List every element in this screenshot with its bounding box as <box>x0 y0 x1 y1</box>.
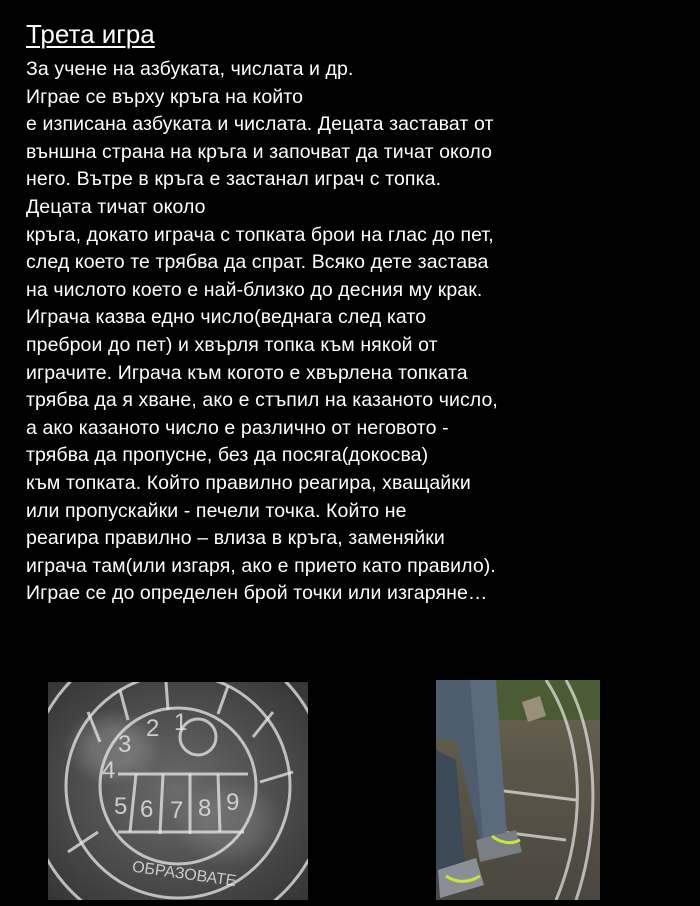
chalk-digit: 6 <box>140 796 154 823</box>
chalk-digit: 4 <box>102 757 116 784</box>
text-line: външна страна на кръга и започват да тичат около <box>26 140 493 163</box>
text-line: а ако казаното число е различно от неговото - <box>26 416 449 439</box>
chalk-digit: 1 <box>174 709 188 736</box>
children-legs-illustration <box>436 680 600 900</box>
text-line: или пропускайки - печели точка. Който не <box>26 499 407 522</box>
text-line: преброи до пет) и хвърля топка към някой от <box>26 333 438 356</box>
chalk-digit: 5 <box>114 793 128 820</box>
text-line: на числото което е най-близко до десния му крак. <box>26 278 483 301</box>
text-line: е изписана азбуката и числата. Децата застават от <box>26 113 494 136</box>
text-line: реагира правилно – влиза в кръга, заменяйки <box>26 527 445 550</box>
children-legs-photo <box>436 680 600 900</box>
text-line: Играе се до определен брой точки или изгаряне… <box>26 582 488 605</box>
text-line: играча там(или изгаря, ако е прието като правило). <box>26 554 496 577</box>
text-line: За учене на азбуката, числата и др. <box>26 58 354 80</box>
text-line: кръга, докато играча с топката брои на глас до пет, <box>26 223 494 246</box>
chalk-circle-photo <box>48 682 308 900</box>
text-line: трябва да пропусне, без да посяга(докосва) <box>26 444 429 467</box>
chalk-caption: ОБРАЗОВАТЕ <box>131 858 238 891</box>
text-line: към топката. Който правилно реагира, хващайки <box>26 471 471 494</box>
text-line: Децата тичат около <box>26 195 206 218</box>
text-line: него. Вътре в кръга е застанал играч с топка. <box>26 168 442 191</box>
text-line: трябва да я хване, ако е стъпил на казаното число, <box>26 389 498 412</box>
text-line: след което те трябва да спрат. Всяко дете застава <box>26 251 489 274</box>
chalk-digit: 2 <box>146 715 160 742</box>
chalk-digit: 8 <box>198 795 212 822</box>
game-description <box>26 56 700 608</box>
page-title: Трета игра <box>26 19 155 49</box>
text-line: Играча казва едно число(веднага след като <box>26 306 427 329</box>
chalk-circle-illustration <box>48 682 308 900</box>
text-line: Играе се върху кръга на който <box>26 85 304 108</box>
text-line: играчите. Играча към когото е хвърлена топката <box>26 361 468 384</box>
chalk-digit: 3 <box>118 731 132 758</box>
chalk-digit: 7 <box>170 797 184 824</box>
chalk-digit: 9 <box>226 789 240 816</box>
